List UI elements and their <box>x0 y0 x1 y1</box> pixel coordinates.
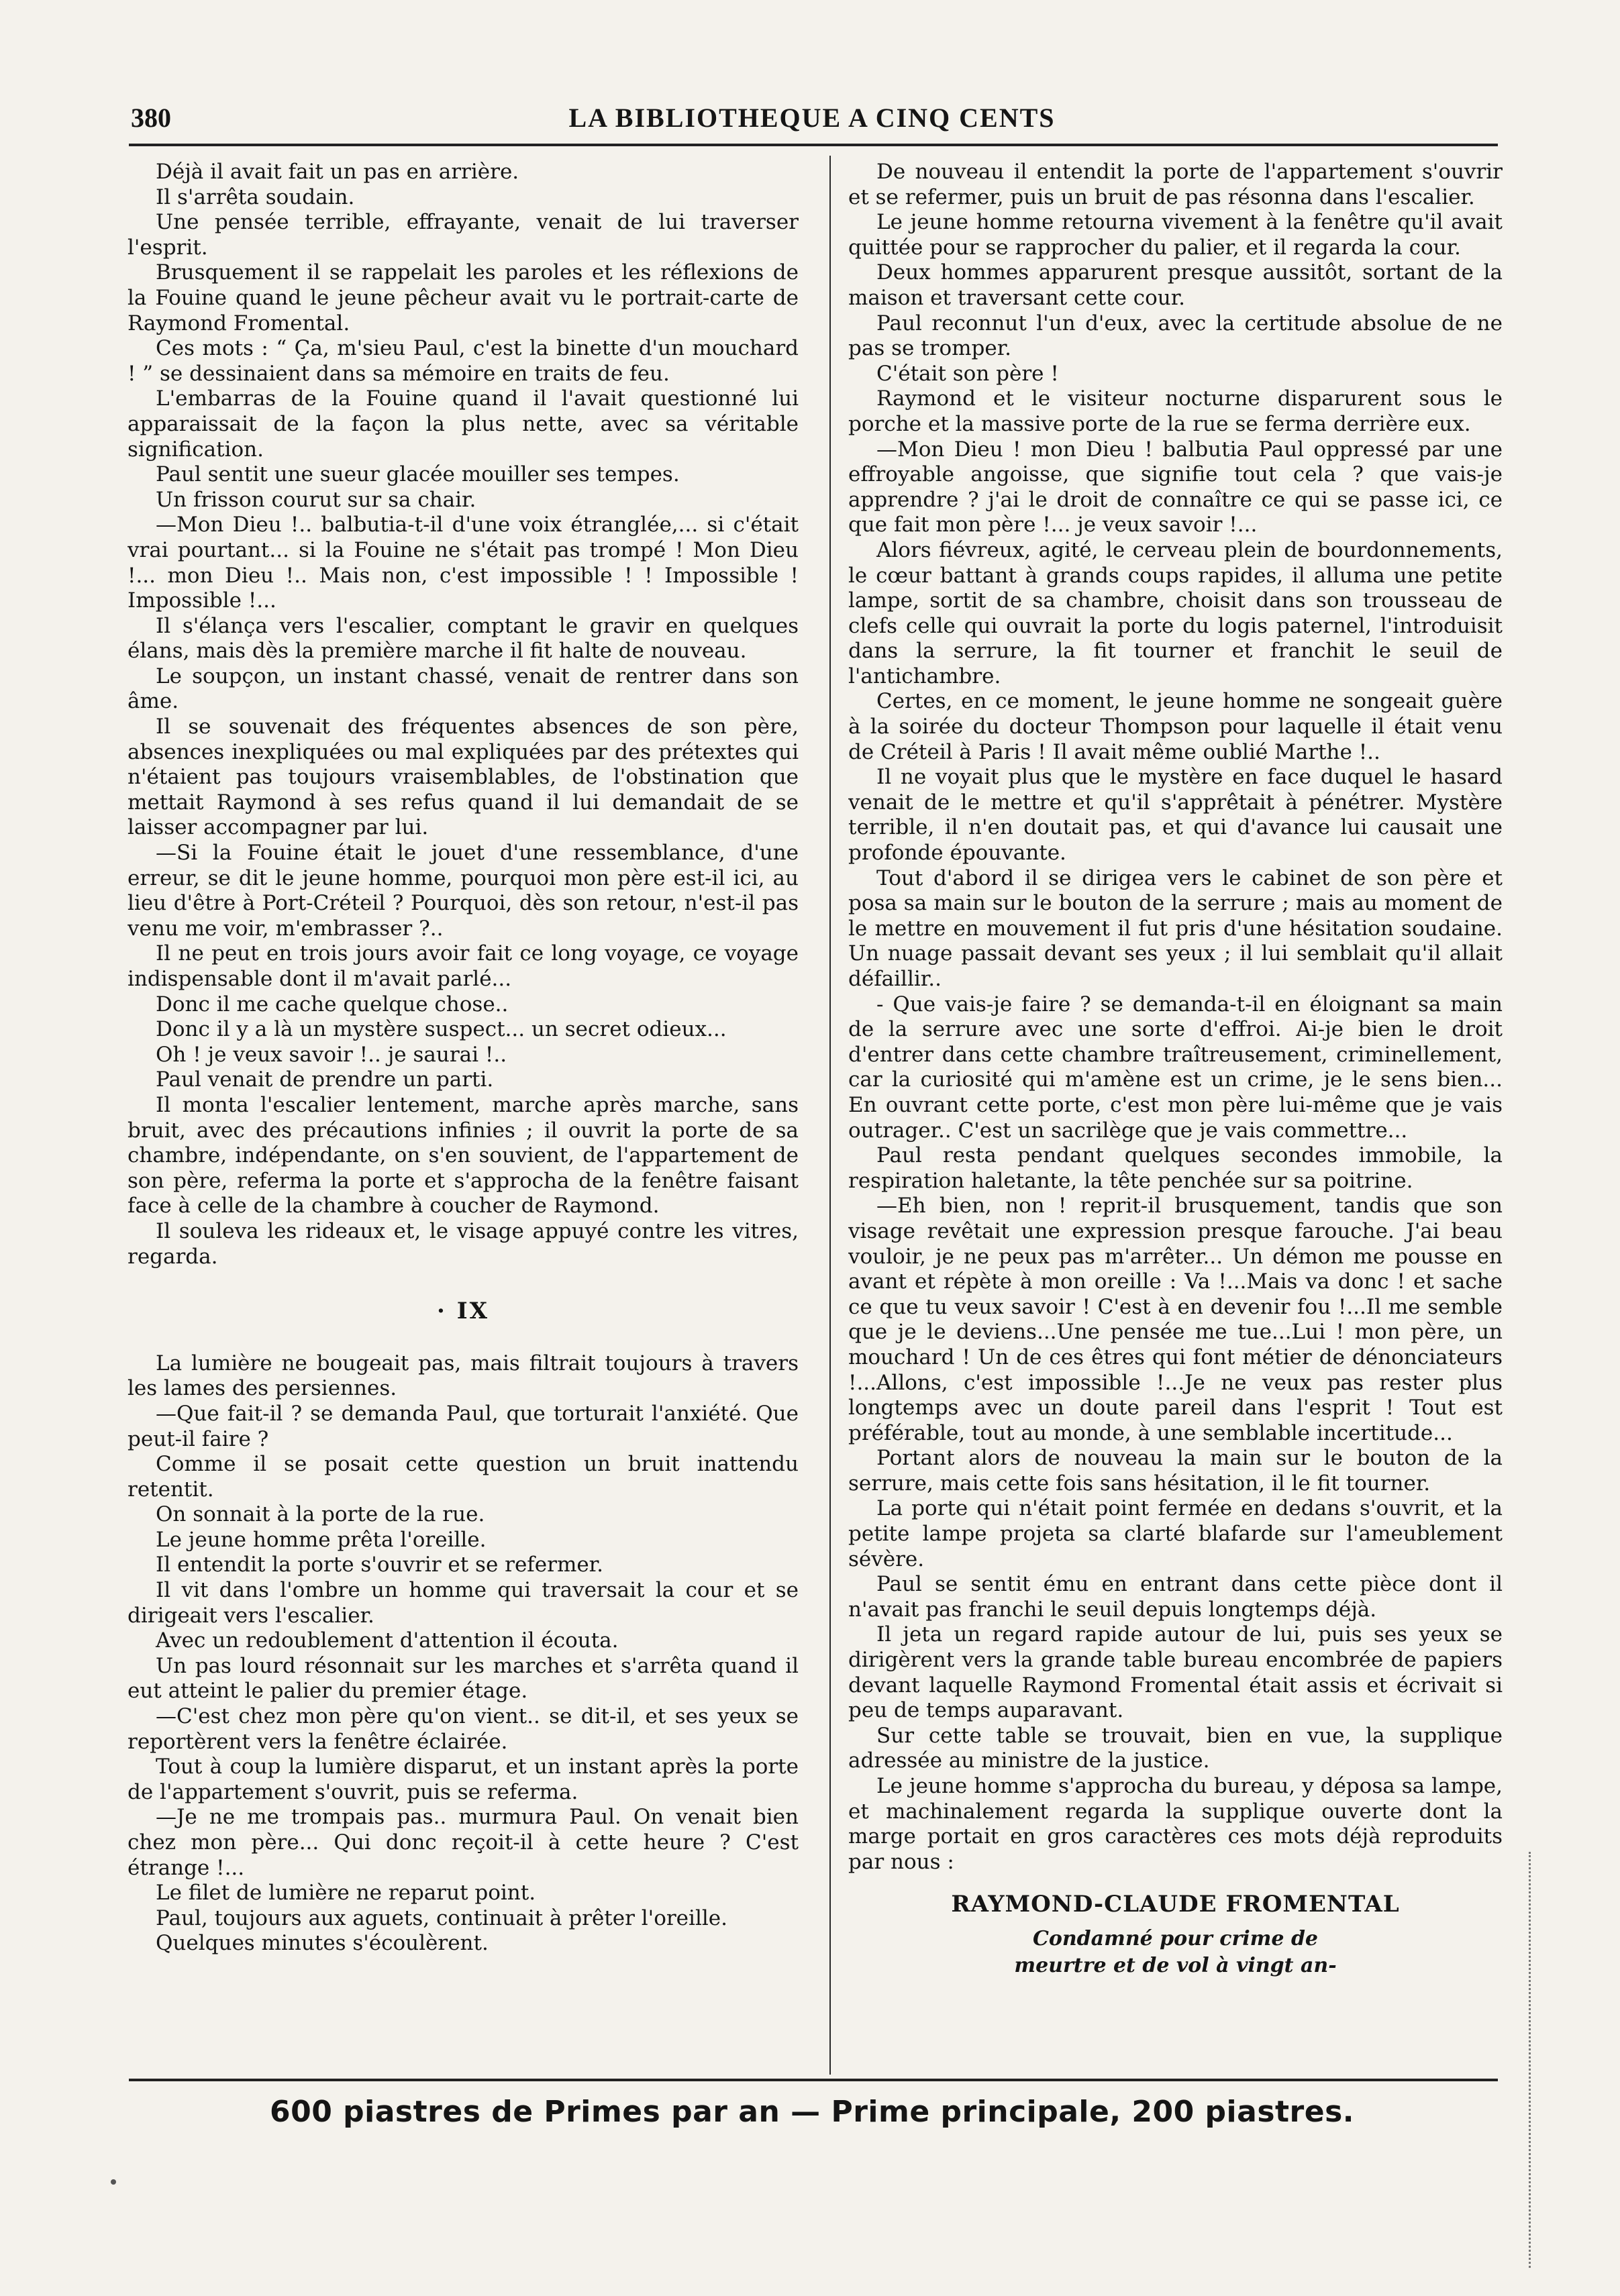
left-column <box>128 160 799 2085</box>
paragraph: Certes, en ce moment, le jeune homme ne songeait guère à la soirée du docteur Thompson pour laquelle il était venu de Créteil à Paris ! Il avait même oublié Marthe !.. <box>848 689 1503 764</box>
paragraph: Tout d'abord il se dirigea vers le cabinet de son père et posa sa main sur le bouton de la serrure ; mais au moment de le mettre en mouvement il fut pris d'une hésitation soudaine. Un nuage passait devant ses yeux ; il lui semblait qu'il allait défaillir.. <box>848 866 1503 991</box>
paragraph: On sonnait à la porte de la rue. <box>156 1502 485 1527</box>
paragraph: Il s'arrêta soudain. <box>156 185 355 209</box>
paragraph: Il se souvenait des fréquentes absences de son père, absences inexpliquées ou mal expliquées par des prétextes qui n'étaient pas toujours vraisemblables, de l'obstination que mettait Raymond à ses refus quand il lui demandait de se laisser accompagner par lui. <box>128 715 799 840</box>
paragraph: Il monta l'escalier lentement, marche après marche, sans bruit, avec des précautions infinies ; il ouvrit la porte de sa chambre, indépendante, on s'en souvient, de l'appartement de son père, referma la porte et s'approcha de la fenêtre faisant face à celle de la chambre à coucher de Raymond. <box>128 1092 799 1218</box>
paragraph: Deux hommes apparurent presque aussitôt, sortant de la maison et traversant cette cour. <box>848 260 1503 310</box>
paragraph: Paul, toujours aux aguets, continuait à prêter l'oreille. <box>156 1906 727 1930</box>
running-head <box>131 102 1493 141</box>
supplique-line-2: meurtre et de vol à vingt an- <box>1014 1953 1337 1977</box>
paragraph: —Eh bien, non ! reprit-il brusquement, tandis que son visage revêtait une expression presque farouche. J'ai beau vouloir, je ne peux pas m'arrêter... Un démon me pousse en avant et répète à mon oreille : Va !...Mais va donc ! et sache ce que tu veux savoir ! C'est à en devenir fou !...Il me semble que je le deviens...Une pensée me tue...Lui ! mon père, un mouchard ! Un de ces êtres qui font métier de dénonciateurs !...Allons, c'est impossible !...Je ne veux pas rester plus longtemps avec un doute pareil dans l'esprit ! Tout est préférable, tout au monde, à une semblable incertitude... <box>848 1194 1503 1445</box>
header-rule <box>129 144 1498 146</box>
paragraph: —Je ne me trompais pas.. murmura Paul. On venait bien chez mon père... Qui donc reçoit-il à cette heure ? C'est étrange !... <box>128 1805 799 1880</box>
stray-dot <box>111 2179 116 2185</box>
left-paragraphs-after <box>128 1351 799 1956</box>
paragraph: Un pas lourd résonnait sur les marches et s'arrêta quand il eut atteint le palier du premier étage. <box>128 1653 799 1704</box>
paragraph: Le jeune homme prêta l'oreille. <box>156 1527 487 1552</box>
right-paragraphs <box>848 160 1503 1875</box>
paragraph: Le soupçon, un instant chassé, venait de rentrer dans son âme. <box>128 664 799 714</box>
paragraph: Paul reconnut l'un d'eux, avec la certitude absolue de ne pas se tromper. <box>848 311 1503 361</box>
paragraph: Il ne peut en trois jours avoir fait ce long voyage, ce voyage indispensable dont il m'avait parlé... <box>128 941 799 991</box>
paragraph: Comme il se posait cette question un bruit inattendu retentit. <box>128 1452 799 1502</box>
paragraph: - Que vais-je faire ? se demanda-t-il en éloignant sa main de la serrure avec une sorte d'effroi. Ai-je bien le droit d'entrer dans cette chambre traîtreusement, criminellement, car la curiosité qui m'amène est un crime, je le sens bien... En ouvrant cette porte, c'est mon père lui-même que je vais outrager.. C'est un sacrilège que je vais commettre... <box>848 992 1503 1143</box>
paragraph: Sur cette table se trouvait, bien en vue, la supplique adressée au ministre de la justice. <box>848 1723 1503 1773</box>
page-number: 380 <box>131 103 171 133</box>
left-paragraphs-before <box>128 160 799 1269</box>
paragraph: Paul se sentit ému en entrant dans cette pièce dont il n'avait pas franchi le seuil depuis longtemps déjà. <box>848 1572 1503 1622</box>
paragraph: Le filet de lumière ne reparut point. <box>156 1881 536 1906</box>
running-title: LA BIBLIOTHEQUE A CINQ CENTS <box>568 103 1056 133</box>
paragraph: Il ne voyait plus que le mystère en face duquel le hasard venait de le mettre et qu'il s'apprêtait à pénétrer. Mystère terrible, il n'en doutait pas, et qui d'avance lui causait une profonde épouvante. <box>848 765 1503 866</box>
paragraph: Alors fiévreux, agité, le cerveau plein de bourdonnements, le cœur battant à grands coups rapides, il alluma une petite lampe, sortit de sa chambre, choisit dans son trousseau de clefs celle qui ouvrait la porte du logis paternel, l'introduisit dans la serrure, la fit tourner et franchit le seuil de l'antichambre. <box>848 537 1503 688</box>
paragraph: Raymond et le visiteur nocturne disparurent sous le porche et la massive porte de la rue se ferma derrière eux. <box>848 386 1503 436</box>
paragraph: Il souleva les rideaux et, le visage appuyé contre les vitres, regarda. <box>128 1218 799 1269</box>
supplique-name-heading: RAYMOND-CLAUDE FROMENTAL <box>951 1891 1400 1918</box>
paragraph: Paul venait de prendre un parti. <box>156 1067 494 1092</box>
paragraph: Paul sentit une sueur glacée mouiller ses tempes. <box>156 462 680 487</box>
paragraph: Un frisson courut sur sa chair. <box>156 487 476 512</box>
paragraph: —Mon Dieu !.. balbutia-t-il d'une voix étranglée,... si c'était vrai pourtant... si la Fouine ne s'était pas trompé ! Mon Dieu !... mon Dieu !.. Mais non, c'est impossible ! ! Impossible ! Impossible !... <box>128 513 799 613</box>
paragraph: Brusquement il se rappelait les paroles et les réflexions de la Fouine quand le jeune pêcheur avait vu le portrait-carte de Raymond Fromental. <box>128 260 799 335</box>
paragraph: Tout à coup la lumière disparut, et un instant après la porte de l'appartement s'ouvrit, puis se referma. <box>128 1755 799 1804</box>
column-divider <box>829 156 831 2075</box>
paragraph: Une pensée terrible, effrayante, venait de lui traverser l'esprit. <box>128 210 799 260</box>
paragraph: —Que fait-il ? se demanda Paul, que torturait l'anxiété. Que peut-il faire ? <box>128 1401 799 1451</box>
right-column <box>848 160 1503 2085</box>
paragraph: Portant alors de nouveau la main sur le bouton de la serrure, mais cette fois sans hésitation, il le fit tourner. <box>848 1446 1503 1496</box>
paragraph: Déjà il avait fait un pas en arrière. <box>156 160 519 184</box>
paragraph: Donc il me cache quelque chose.. <box>156 992 509 1016</box>
paragraph: Il entendit la porte s'ouvrir et se refermer. <box>156 1553 603 1577</box>
paragraph: Il s'élança vers l'escalier, comptant le gravir en quelques élans, mais dès la première marche il fit halte de nouveau. <box>128 613 799 664</box>
paragraph: De nouveau il entendit la porte de l'appartement s'ouvrir et se refermer, puis un bruit de pas résonna dans l'escalier. <box>848 160 1503 209</box>
paragraph: Il jeta un regard rapide autour de lui, puis ses yeux se dirigèrent vers la grande table bureau encombrée de papiers devant laquelle Raymond Fromental était assis et écrivait si peu de temps auparavant. <box>848 1622 1503 1723</box>
paragraph: Le jeune homme retourna vivement à la fenêtre qu'il avait quittée pour se rapprocher du palier, et il regarda la cour. <box>848 210 1503 260</box>
paragraph: Avec un redoublement d'attention il écouta. <box>156 1628 619 1653</box>
paragraph: —C'est chez mon père qu'on vient.. se dit-il, et ses yeux se reportèrent vers la fenêtre éclairée. <box>128 1704 799 1754</box>
paragraph: Le jeune homme s'approcha du bureau, y déposa sa lampe, et machinalement regarda la supplique ouverte dont la marge portait en gros caractères ces mots déjà reproduits par nous : <box>848 1774 1503 1874</box>
paragraph: L'embarras de la Fouine quand il l'avait questionné lui apparaissait de la façon la plus nette, avec sa véritable signification. <box>128 386 799 462</box>
paragraph: La porte qui n'était point fermée en dedans s'ouvrit, et la petite lampe projeta sa clarté blafarde sur l'ameublement sévère. <box>848 1496 1503 1571</box>
paragraph: C'était son père ! <box>876 361 1059 386</box>
footer-rule <box>129 2079 1498 2081</box>
paragraph: La lumière ne bougeait pas, mais filtrait toujours à travers les lames des persiennes. <box>128 1351 799 1401</box>
paragraph: —Si la Fouine était le jouet d'une ressemblance, d'une erreur, se dit le jeune homme, pourquoi mon père est-il ici, au lieu d'être à Port-Créteil ? Pourquoi, dès son retour, n'est-il pas venu me voir, m'embrasser ?.. <box>128 841 799 941</box>
supplique-line-1: Condamné pour crime de <box>1032 1926 1319 1950</box>
paragraph: Paul resta pendant quelques secondes immobile, la respiration haletante, la tête penchée sur sa poitrine. <box>848 1143 1503 1193</box>
paragraph: Oh ! je veux savoir !.. je saurai !.. <box>156 1042 507 1067</box>
paragraph: Donc il y a là un mystère suspect... un secret odieux... <box>156 1017 727 1042</box>
chapter-heading: · IX <box>437 1298 489 1325</box>
paragraph: Quelques minutes s'écoulèrent. <box>156 1931 489 1956</box>
footer-banner: 600 piastres de Primes par an — Prime principale, 200 piastres. <box>270 2095 1354 2129</box>
paragraph: Ces mots : “ Ça, m'sieu Paul, c'est la binette d'un mouchard ! ” se dessinaient dans sa mémoire en traits de feu. <box>128 336 799 386</box>
paragraph: —Mon Dieu ! mon Dieu ! balbutia Paul oppressé par une effroyable angoisse, que signifie tout cela ? que vais-je apprendre ? j'ai le droit de connaître ce qui se passe ici, ce que fait mon père !... je veux savoir !... <box>848 437 1503 537</box>
paragraph: Il vit dans l'ombre un homme qui traversait la cour et se dirigeait vers l'escalier. <box>128 1578 799 1628</box>
margin-scratch-mark <box>1529 1852 1536 2268</box>
